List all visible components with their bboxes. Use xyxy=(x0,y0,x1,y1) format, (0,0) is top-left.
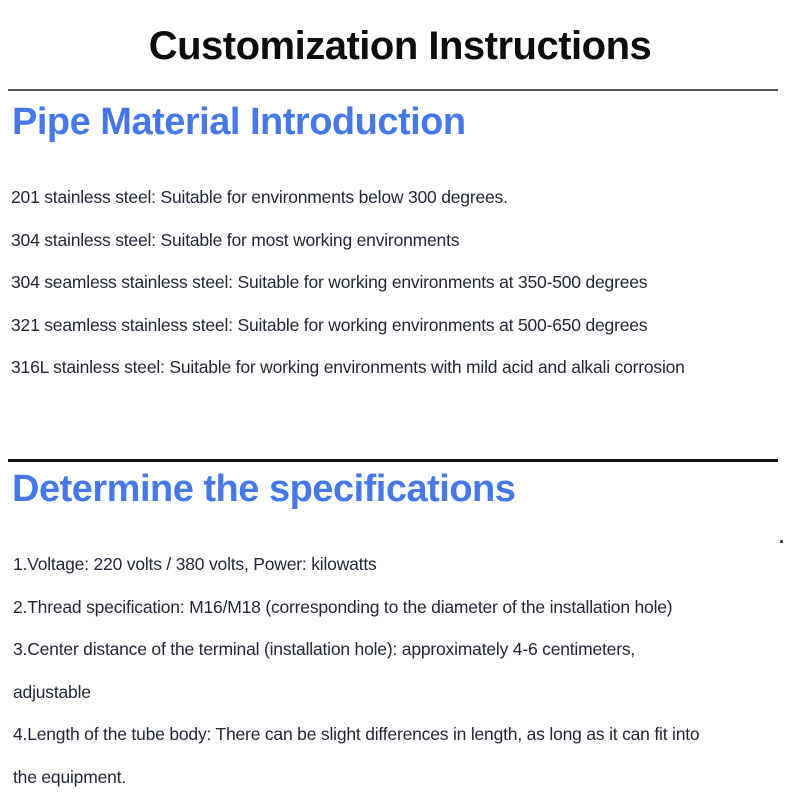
top-divider-line xyxy=(8,89,778,91)
spec-item: 3.Center distance of the terminal (installation hole): approximately 4-6 centimeters, xyxy=(13,639,636,659)
stray-period-mark: . xyxy=(779,527,785,547)
spec-item-continuation: the equipment. xyxy=(13,766,126,787)
pipe-material-list xyxy=(11,188,685,377)
material-item: 304 stainless steel: Suitable for most working environments xyxy=(11,229,460,250)
material-item: 304 seamless stainless steel: Suitable for working environments at 350-500 degrees xyxy=(11,272,648,292)
specifications-section-heading: Determine the specifications xyxy=(12,468,516,510)
spec-item: 2.Thread specification: M16/M18 (corresponding to the diameter of the installation hole) xyxy=(13,596,673,617)
middle-divider-line xyxy=(8,459,778,462)
page-title: Customization Instructions xyxy=(148,24,652,68)
spec-item-continuation: adjustable xyxy=(13,681,91,702)
spec-item: 4.Length of the tube body: There can be slight differences in length, as long as it can fit into xyxy=(13,724,700,744)
material-item: 316L stainless steel: Suitable for working environments with mild acid and alkali corrosion xyxy=(11,357,685,377)
specifications-list xyxy=(13,555,699,786)
material-item: 201 stainless steel: Suitable for environments below 300 degrees. xyxy=(11,187,508,207)
material-item: 321 seamless stainless steel: Suitable for working environments at 500-650 degrees xyxy=(11,314,648,335)
spec-item: 1.Voltage: 220 volts / 380 volts, Power: kilowatts xyxy=(13,554,377,574)
pipe-material-section-heading: Pipe Material Introduction xyxy=(12,101,466,143)
